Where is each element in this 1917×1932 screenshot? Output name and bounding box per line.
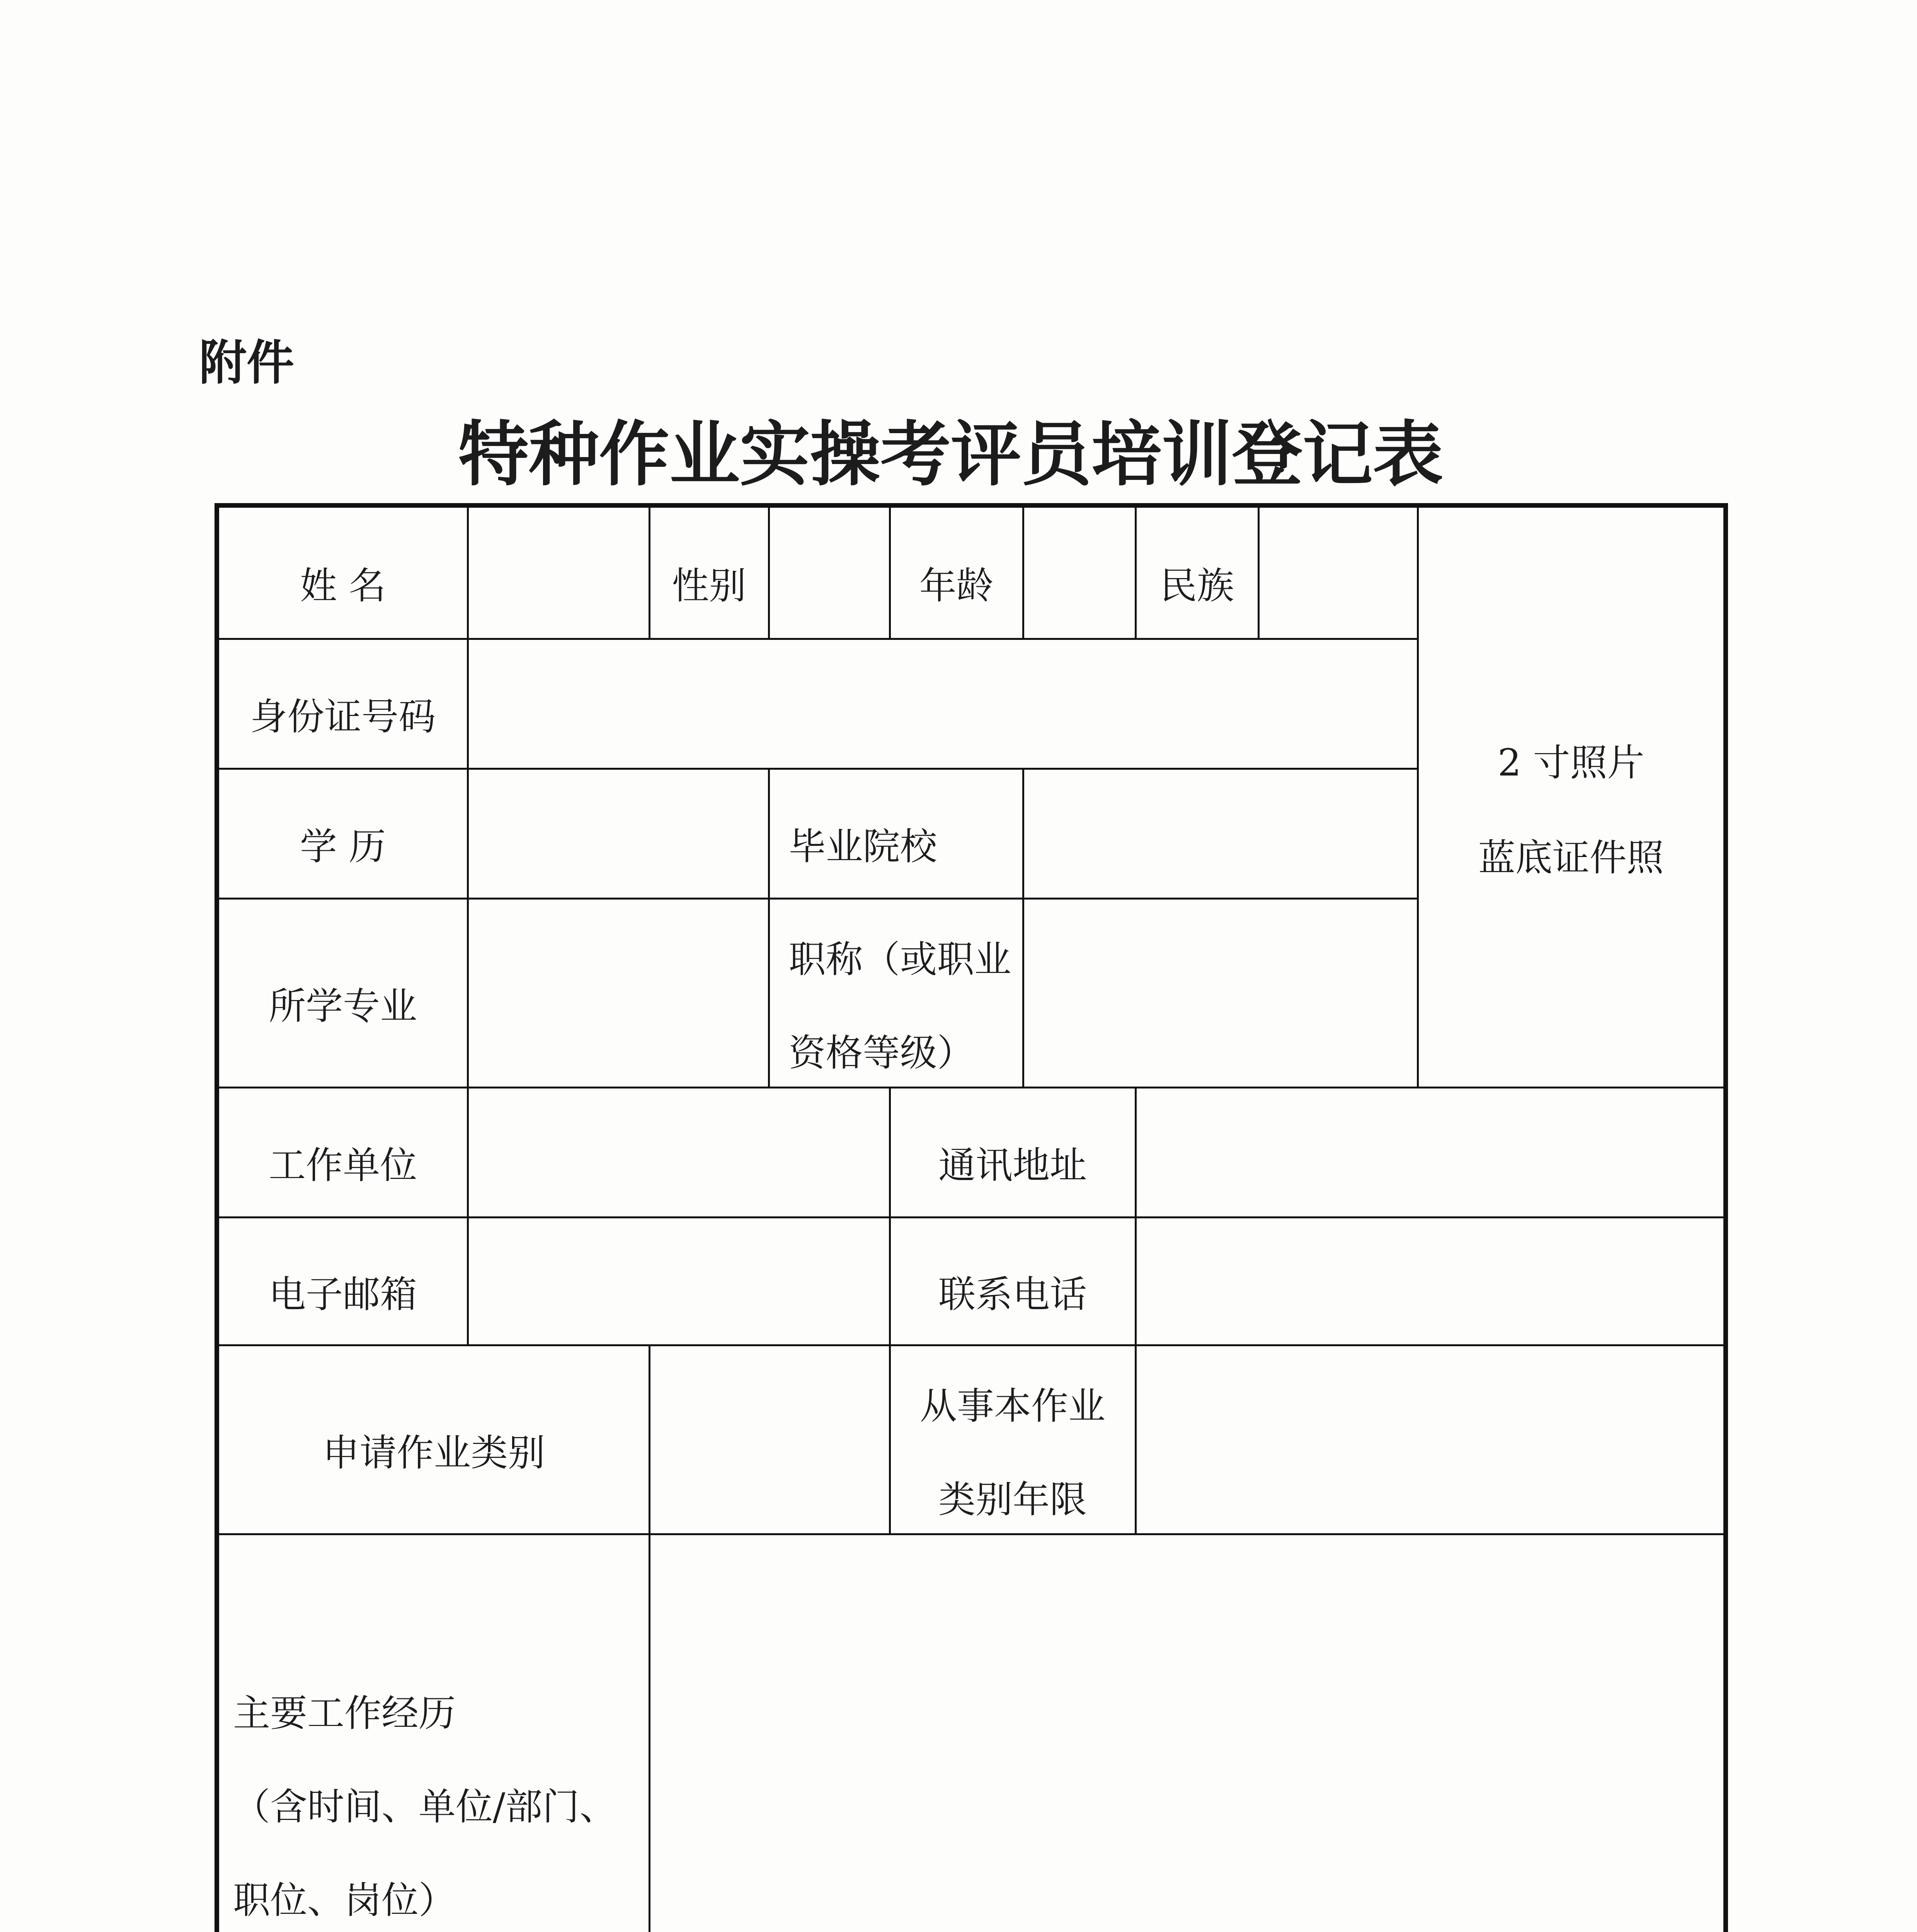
id-number-value-cell: [468, 639, 1418, 769]
experience-label-line-2: （含时间、单位/部门、: [233, 1785, 617, 1828]
employer-value-cell: [468, 1087, 890, 1217]
photo-placeholder: [1419, 715, 1724, 905]
years-label-line-2: 类别年限: [938, 1478, 1087, 1521]
phone-label-cell: [890, 1217, 1136, 1345]
category-value-cell: [649, 1345, 890, 1534]
address-label-cell: [890, 1087, 1136, 1217]
email-label-cell: [217, 1217, 468, 1345]
years-value-cell: [1136, 1345, 1726, 1534]
experience-value-cell: [649, 1534, 1726, 1932]
school-label-cell: [769, 769, 1023, 898]
professional-title-label-cell: [769, 898, 1023, 1087]
address-value-cell: [1136, 1087, 1726, 1217]
education-label: 学 历: [300, 825, 386, 868]
ethnicity-value-cell: [1258, 505, 1418, 639]
ethnicity-label: 民族: [1160, 564, 1234, 608]
row-contact: [217, 1217, 1726, 1345]
age-label: 年龄: [919, 564, 994, 608]
employer-label: 工作单位: [269, 1144, 417, 1187]
email-value-cell: [468, 1217, 890, 1345]
professional-title-label-line-1: 职称（或职业: [788, 937, 1011, 981]
experience-label-line-1: 主要工作经历: [233, 1691, 456, 1735]
id-number-label-cell: [217, 639, 468, 769]
years-label-cell: [890, 1345, 1136, 1534]
name-label: 姓 名: [300, 564, 386, 608]
education-value-cell: [468, 769, 769, 898]
row-work-experience: [217, 1534, 1726, 1932]
row-basic-info: [217, 505, 1726, 639]
category-label: 申请作业类别: [322, 1431, 545, 1475]
registration-form-table: [215, 503, 1728, 1932]
address-label: 通讯地址: [938, 1144, 1087, 1187]
age-value-cell: [1023, 505, 1136, 639]
professional-title-label-line-2: 资格等级）: [788, 1031, 974, 1075]
row-employer: [217, 1087, 1726, 1217]
gender-label: 性别: [672, 564, 746, 608]
major-value-cell: [468, 898, 769, 1087]
gender-value-cell: [769, 505, 890, 639]
form-title: 特种作业实操考评员培训登记表: [458, 413, 1443, 495]
major-label-cell: [217, 898, 468, 1087]
major-label: 所学专业: [269, 984, 417, 1028]
category-label-cell: [217, 1345, 649, 1534]
attachment-label: 附件: [199, 335, 294, 391]
phone-label: 联系电话: [938, 1272, 1087, 1316]
school-value-cell: [1023, 769, 1418, 898]
ethnicity-label-cell: [1136, 505, 1258, 639]
row-category: [217, 1345, 1726, 1534]
years-label: [891, 1359, 1135, 1546]
age-label-cell: [890, 505, 1023, 639]
school-label: 毕业院校: [788, 825, 937, 868]
experience-label-cell: [217, 1534, 649, 1932]
experience-label-line-3: 职位、岗位）: [233, 1878, 456, 1922]
years-label-line-1: 从事本作业: [920, 1384, 1105, 1428]
employer-label-cell: [217, 1087, 468, 1217]
photo-size-text: 2 寸照片: [1497, 741, 1645, 784]
photo-cell: [1418, 505, 1726, 1087]
phone-value-cell: [1136, 1217, 1726, 1345]
name-label-cell: [217, 505, 468, 639]
education-label-cell: [217, 769, 468, 898]
id-number-label: 身份证号码: [250, 695, 436, 738]
name-value-cell: [468, 505, 649, 639]
professional-title-label: [789, 913, 1022, 1100]
gender-label-cell: [649, 505, 769, 639]
email-label: 电子邮箱: [269, 1272, 417, 1316]
professional-title-value-cell: [1023, 898, 1418, 1087]
experience-label: [233, 1667, 649, 1932]
photo-background-text: 蓝底证件照: [1478, 836, 1664, 879]
